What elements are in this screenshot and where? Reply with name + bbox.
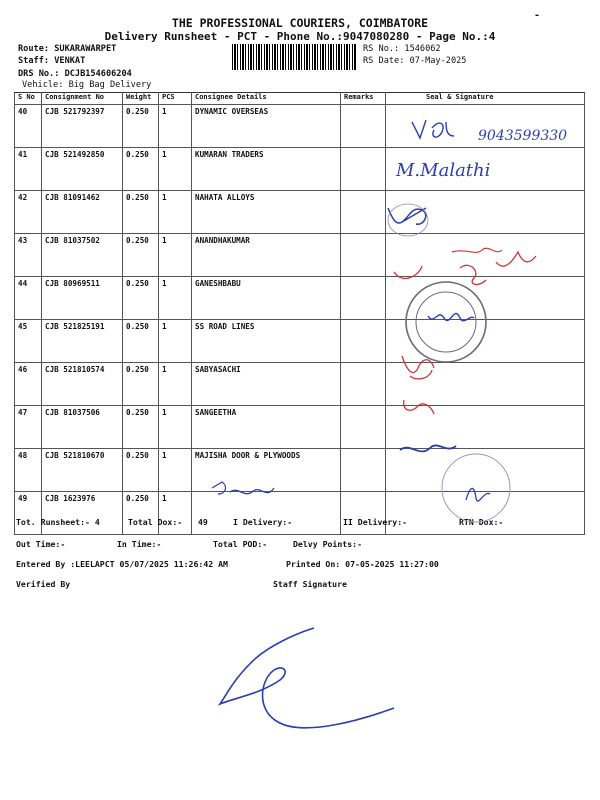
cell-consignee: SANGEETHA [192, 406, 341, 449]
staff-label: Staff: VENKAT [18, 56, 86, 66]
round-stamp [406, 282, 486, 362]
col-weight: Weight [123, 93, 159, 105]
cell-pcs: 1 [159, 449, 192, 492]
cell-weight: 0.250 [123, 234, 159, 277]
tot-runsheet: Tot. Runsheet:- 4 [16, 517, 100, 527]
cell-sno: 45 [15, 320, 42, 363]
company-name: THE PROFESSIONAL COURIERS, COIMBATORE [171, 16, 429, 30]
cell-sno: 44 [15, 277, 42, 320]
col-consignment: Consignment No [42, 93, 123, 105]
cell-consignee: GANESHBABU [192, 277, 341, 320]
signature-row49-b [466, 488, 490, 501]
cell-consignment: CJB 521810574 [42, 363, 123, 406]
total-pod: Total POD:- [213, 539, 268, 549]
cell-pcs: 1 [159, 492, 192, 535]
cell-sno: 49 [15, 492, 42, 535]
cell-consignment: CJB 81037502 [42, 234, 123, 277]
red-mark-row46 [402, 356, 434, 379]
printed-on: Printed On: 07-05-2025 11:27:00 [286, 559, 439, 569]
i-delivery: I Delivery:- [233, 517, 293, 527]
cell-pcs: 1 [159, 105, 192, 148]
total-dox-value: 49 [198, 517, 208, 527]
col-consignee: Consignee Details [192, 93, 341, 105]
cell-sno: 48 [15, 449, 42, 492]
cell-pcs: 1 [159, 234, 192, 277]
signature-row42 [388, 208, 426, 224]
rs-date: RS Date: 07-May-2025 [363, 56, 467, 66]
rtn-dox: RTN Dox:- [459, 517, 504, 527]
rs-number: RS No.: 1546062 [363, 44, 441, 54]
signature-row40 [412, 120, 454, 138]
signature-row48 [400, 445, 456, 451]
out-time: Out Time:- [16, 539, 66, 549]
handwritten-phone: 9043599330 [478, 128, 568, 144]
verified-by: Verified By [16, 579, 71, 589]
red-mark-row47 [404, 400, 434, 414]
cell-weight: 0.250 [123, 320, 159, 363]
runsheet-subtitle: Delivery Runsheet - PCT - Phone No.:9047080280 - Page No.:4 [104, 30, 496, 43]
cell-consignment: CJB 1623976 [42, 492, 123, 535]
cell-pcs: 1 [159, 363, 192, 406]
cell-consignment: CJB 81037506 [42, 406, 123, 449]
signature-row49-a [212, 482, 274, 494]
cell-pcs: 1 [159, 191, 192, 234]
cell-consignee: NAHATA ALLOYS [192, 191, 341, 234]
faint-stamp-row49 [442, 454, 510, 522]
cell-consignment: CJB 521825191 [42, 320, 123, 363]
col-sno: S No [15, 93, 42, 105]
staff-signature [220, 628, 394, 728]
cell-sno: 46 [15, 363, 42, 406]
cell-weight: 0.250 [123, 191, 159, 234]
cell-consignment: CJB 521810670 [42, 449, 123, 492]
cell-sno: 41 [15, 148, 42, 191]
in-time: In Time:- [117, 539, 162, 549]
total-dox-label: Total Dox:- [128, 517, 183, 527]
cell-weight: 0.250 [123, 406, 159, 449]
handwritten-name: M.Malathi [396, 160, 491, 181]
entered-by: Entered By :LEELAPCT 05/07/2025 11:26:42 AM [16, 559, 228, 569]
col-remarks: Remarks [341, 93, 386, 105]
cell-consignment: CJB 80969511 [42, 277, 123, 320]
cell-weight: 0.250 [123, 105, 159, 148]
staff-signature-label: Staff Signature [273, 579, 347, 589]
cell-consignment: CJB 521792397 [42, 105, 123, 148]
cell-weight: 0.250 [123, 449, 159, 492]
cell-pcs: 1 [159, 148, 192, 191]
route-label: Route: SUKARAWARPET [18, 44, 117, 54]
cell-sno: 47 [15, 406, 42, 449]
cell-consignee: ANANDHAKUMAR [192, 234, 341, 277]
cell-consignee: SS ROAD LINES [192, 320, 341, 363]
red-mark-row43 [452, 248, 502, 252]
red-mark-row44 [394, 252, 536, 284]
cell-sno: 40 [15, 105, 42, 148]
col-pcs: PCS [159, 93, 192, 105]
cell-weight: 0.250 [123, 363, 159, 406]
ii-delivery: II Delivery:- [343, 517, 408, 527]
delvy-points: Delvy Points:- [293, 539, 363, 549]
cell-weight: 0.250 [123, 277, 159, 320]
vehicle-label: Vehicle: Big Bag Delivery [22, 80, 152, 90]
cell-sno: 42 [15, 191, 42, 234]
cell-consignee: KUMARAN TRADERS [192, 148, 341, 191]
cell-consignee: MAJISHA DOOR & PLYWOODS [192, 449, 341, 492]
signature-row45 [428, 313, 474, 320]
cell-consignment: CJB 521492850 [42, 148, 123, 191]
cell-sno: 43 [15, 234, 42, 277]
cell-pcs: 1 [159, 406, 192, 449]
cell-pcs: 1 [159, 277, 192, 320]
cell-consignee: SABYASACHI [192, 363, 341, 406]
drs-number: DRS No.: DCJB154606204 [18, 69, 132, 79]
col-seal-signature: Seal & Signature [386, 93, 585, 105]
cell-consignee: DYNAMIC OVERSEAS [192, 105, 341, 148]
cell-weight: 0.250 [123, 148, 159, 191]
corner-dash: - [534, 10, 541, 21]
cell-consignment: CJB 81091462 [42, 191, 123, 234]
cell-pcs: 1 [159, 320, 192, 363]
cell-weight: 0.250 [123, 492, 159, 535]
